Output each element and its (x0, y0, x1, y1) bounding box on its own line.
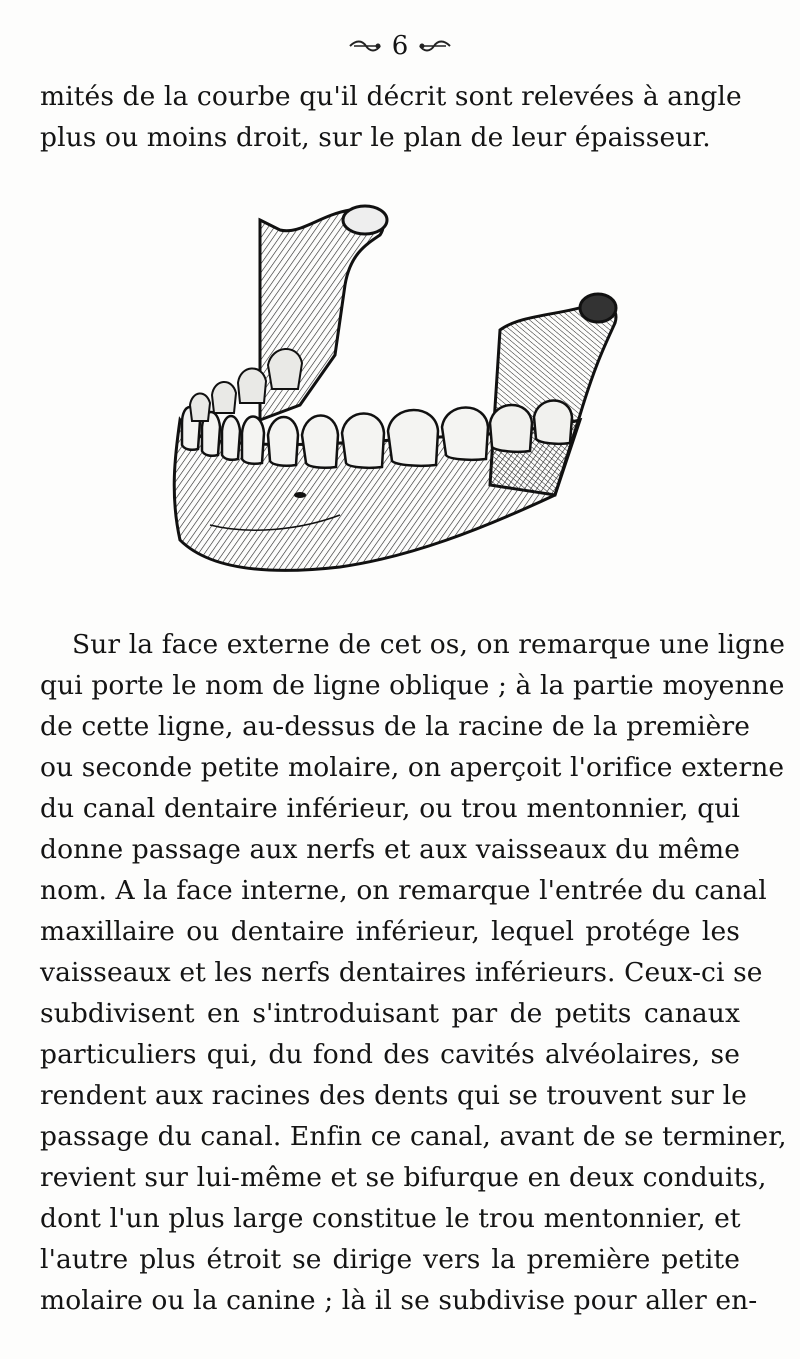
text-line: l'autre plus étroit se dirige vers la première petite (40, 1244, 740, 1275)
text-line: molaire ou la canine ; là il se subdivise pour aller en- (40, 1285, 758, 1316)
text-line: mités de la courbe qu'il décrit sont relevées à angle (40, 81, 742, 112)
body-paragraph (40, 624, 787, 1321)
text-line: donne passage aux nerfs et aux vaisseaux du même (40, 834, 740, 865)
text-line: subdivisent en s'introduisant par de petits canaux (40, 998, 740, 1029)
fleuron-right-icon (418, 38, 452, 54)
text-line: nom. A la face interne, on remarque l'entrée du canal (40, 875, 767, 906)
text-line: particuliers qui, du fond des cavités alvéolaires, se (40, 1039, 740, 1070)
mandible-engraving-icon (150, 195, 630, 590)
intro-paragraph (40, 76, 740, 158)
fleuron-left-icon (348, 38, 382, 54)
text-line: de cette ligne, au-dessus de la racine de la première (40, 711, 751, 742)
text-line: dont l'un plus large constitue le trou mentonnier, et (40, 1203, 741, 1234)
text-line: rendent aux racines des dents qui se trouvent sur le (40, 1080, 747, 1111)
text-line: vaisseaux et les nerfs dentaires inférieurs. Ceux-ci se (40, 957, 763, 988)
page-number: 6 (391, 31, 409, 61)
text-line: plus ou moins droit, sur le plan de leur épaisseur. (40, 122, 711, 153)
text-line: maxillaire ou dentaire inférieur, lequel protége les (40, 916, 740, 947)
text-line: revient sur lui-même et se bifurque en deux conduits, (40, 1162, 767, 1193)
mandible-figure (150, 195, 630, 590)
text-line: Sur la face externe de cet os, on remarque une ligne (72, 629, 786, 660)
page-header (0, 28, 800, 64)
text-line: qui porte le nom de ligne oblique ; à la partie moyenne (40, 670, 785, 701)
text-line: passage du canal. Enfin ce canal, avant de se terminer, (40, 1121, 787, 1152)
text-line: du canal dentaire inférieur, ou trou mentonnier, qui (40, 793, 740, 824)
text-line: ou seconde petite molaire, on aperçoit l'orifice externe (40, 752, 785, 783)
